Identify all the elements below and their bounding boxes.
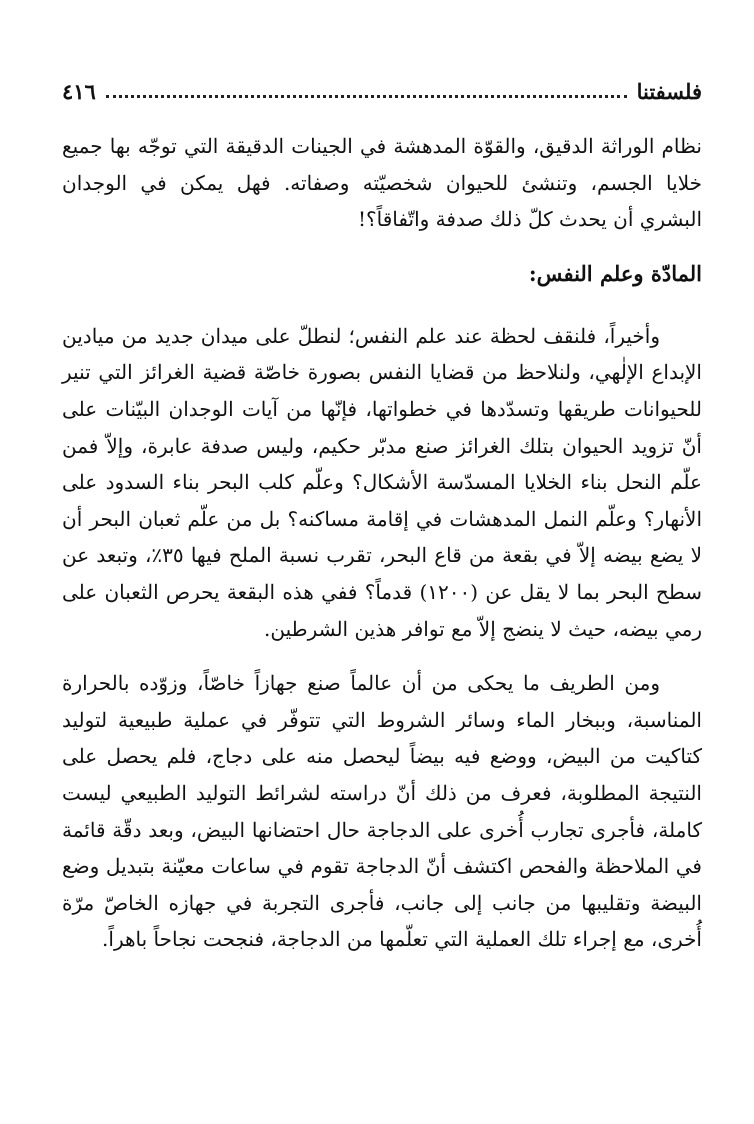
page-body [62,128,702,958]
paragraph-continuation: نظام الوراثة الدقيق، والقوّة المدهشة في الجينات الدقيقة التي توجّه بها جميع خلايا الجسم، وتنشئ للحيوان شخصيّته وصفاته. فهل يمكن في الوجدان البشري أن يحدث كلّ ذلك صدفة واتّفاقاً؟! [62,134,702,232]
page-number: ٤١٦ [62,78,96,104]
paragraph-gap [62,647,702,665]
book-page [62,0,702,1124]
paragraph-incubator: ومن الطريف ما يحكى من أن عالماً صنع جهازاً خاصّاً، وزوّده بالحرارة المناسبة، وببخار الماء وسائر الشروط التي تتوفّر في عملية طبيعية لتوليد كتاكيت من البيض، ووضع فيه بيضاً ليحصل منه على دجاج، فلم يحصل على النتيجة المطلوبة، فعرف من ذلك أنّ دراسته لشرائط التوليد الطبيعي ليست كاملة، فأجرى تجارب أُخرى على الدجاجة حال احتضانها البيض، وبعد دقّة قائمة في الملاحظة والفحص اكتشف أنّ الدجاجة تقوم في ساعات معيّنة بتبديل وضع البيضة وتقليبها من جانب إلى جانب، فأجرى التجربة في جهازه الخاصّ مرّة أُخرى، مع إجراء تلك العملية التي تعلّمها من الدجاجة، فنجحت نجاحاً باهراً. [62,671,702,952]
book-title: فلسفتنا [636,78,702,104]
running-header [62,72,702,110]
paragraph-instincts: وأخيراً، فلنقف لحظة عند علم النفس؛ لنطلّ على ميدان جديد من ميادين الإبداع الإلٰهي، ولنلاحظ من قضايا النفس بصورة خاصّة قضية الغرائز التي تنير للحيوانات طريقها وتسدّدها في خطواتها، فإنّها من آيات الوجدان البيّنات على أنّ تزويد الحيوان بتلك الغرائز صنع مدبّر حكيم، وليس صدفة عابرة، وإلاّ فمن علّم النحل بناء الخلايا المسدّسة الأشكال؟ وعلّم كلب البحر بناء السدود على الأنهار؟ وعلّم النمل المدهشات في إقامة مساكنه؟ بل من علّم ثعبان البحر أن لا يضع بيضه إلاّ في بقعة من قاع البحر، تقرب نسبة الملح فيها ٣٥٪، وتبعد عن سطح البحر بما لا يقل عن (١٢٠٠) قدماً؟ ففي هذه البقعة يحرص الثعبان على رمي بيضه، حيث لا ينضج إلاّ مع توافر هذين الشرطين. [62,323,703,641]
section-heading: المادّة وعلم النفس: [528,260,702,286]
leader-dots [106,95,627,98]
